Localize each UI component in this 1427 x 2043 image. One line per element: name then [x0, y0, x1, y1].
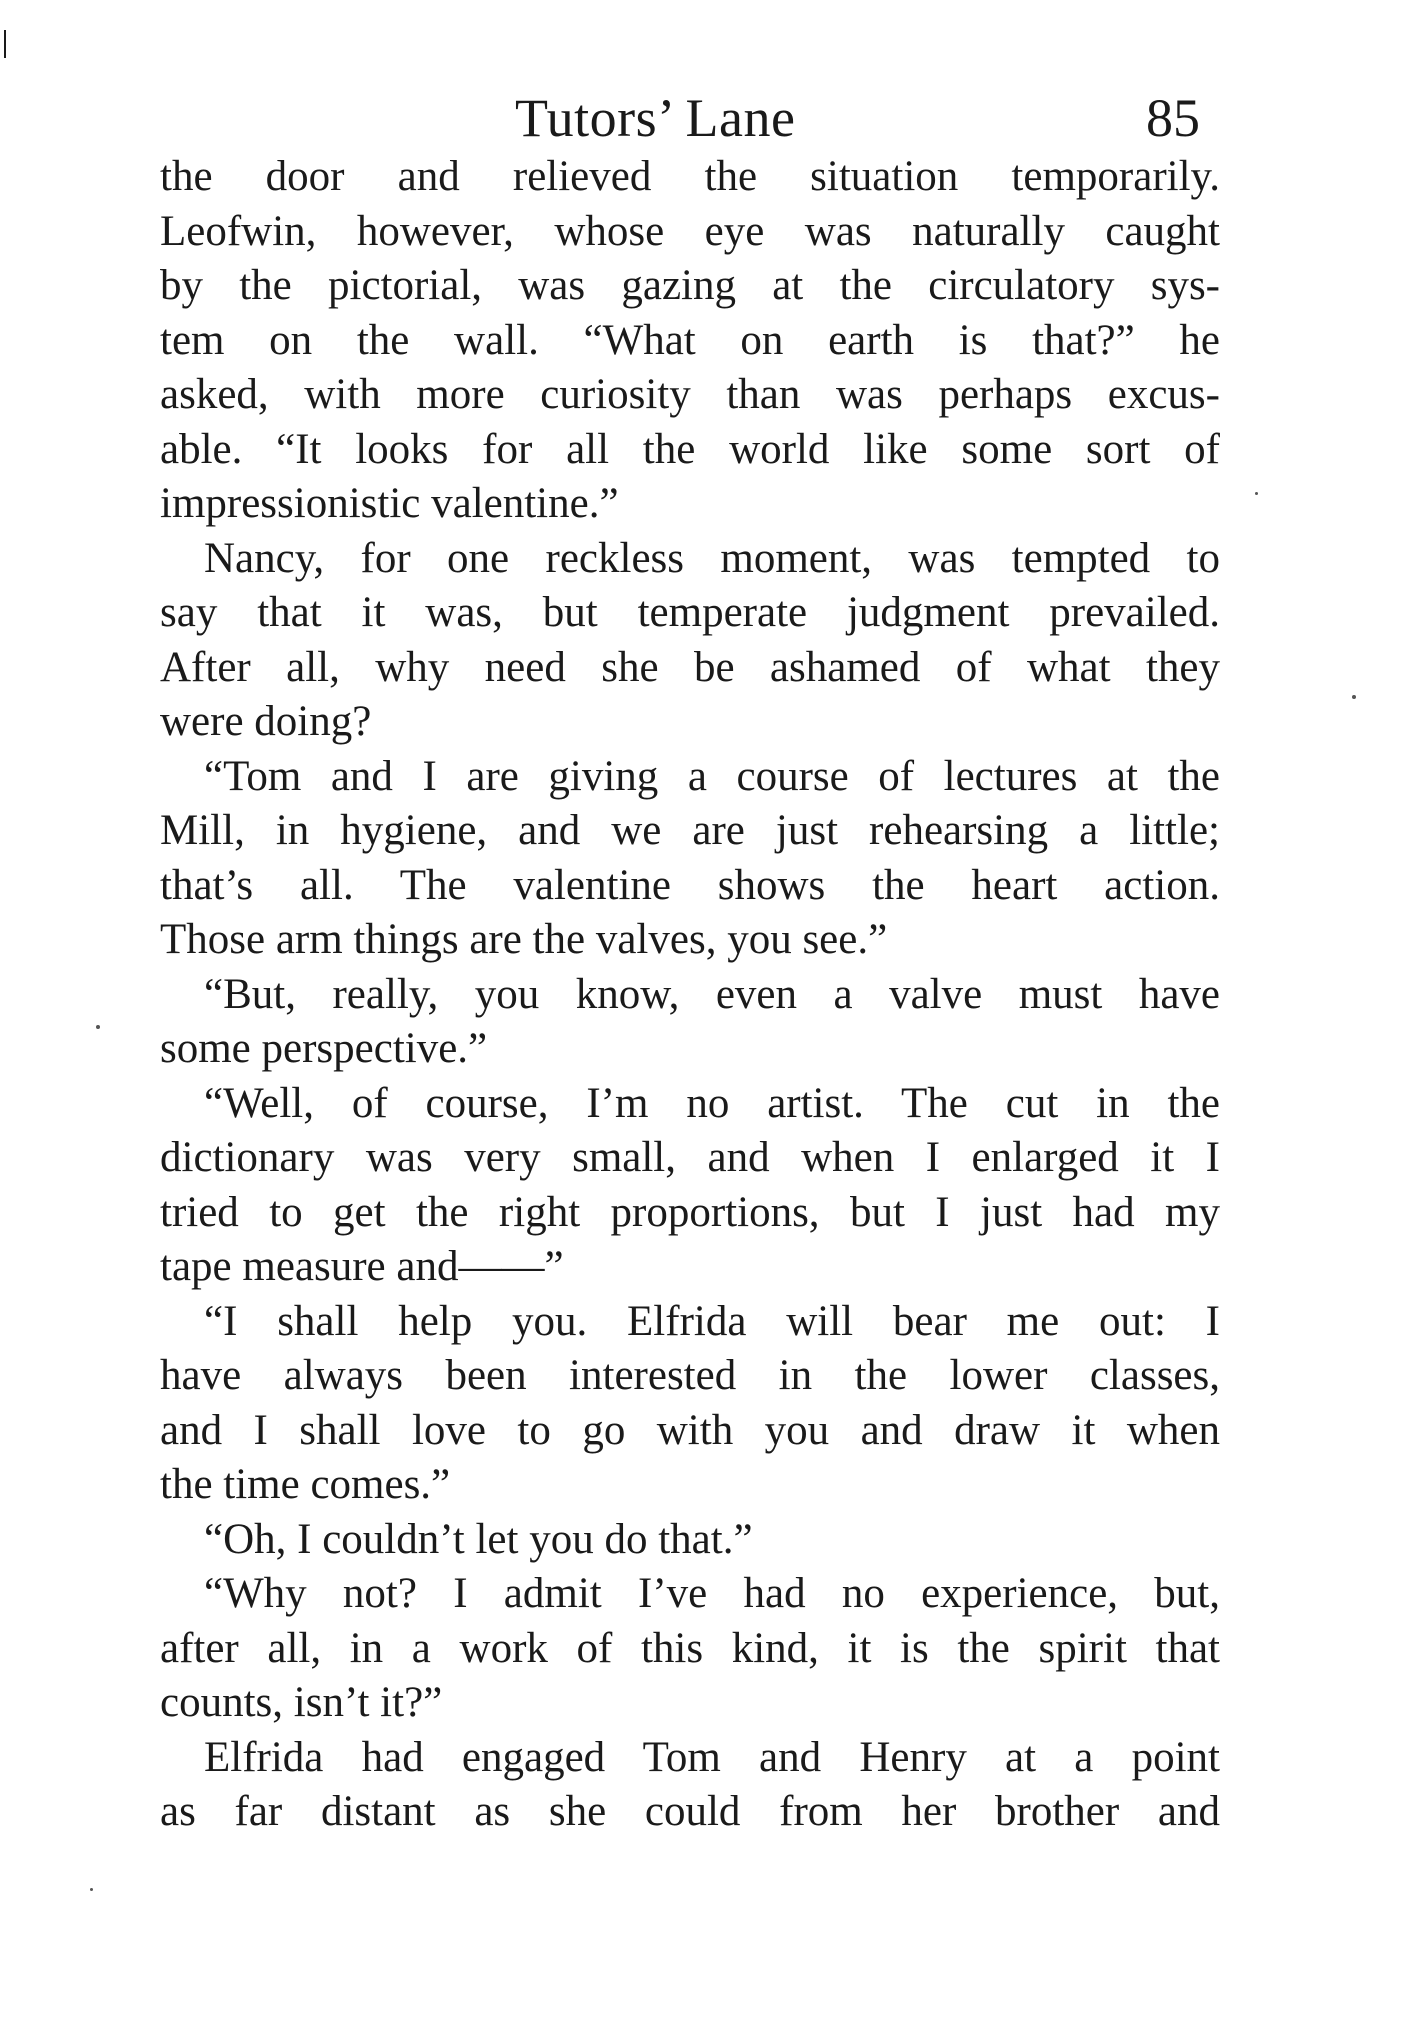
text-line: Nancy, for one reckless moment, was tempted to: [204, 534, 1220, 582]
text-line: Mill, in hygiene, and we are just rehearsing a little;: [160, 807, 1220, 854]
text-line: “Why not? I admit I’ve had no experience, but,: [204, 1570, 1220, 1617]
text-line: Elfrida had engaged Tom and Henry at a point: [204, 1733, 1220, 1781]
text-line: After all, why need she be ashamed of what they: [160, 643, 1220, 691]
scan-speck: [1352, 695, 1356, 699]
scan-speck: [96, 1025, 100, 1029]
text-line: “Well, of course, I’m no artist. The cut in the: [204, 1079, 1220, 1127]
text-line: after all, in a work of this kind, it is the spirit that: [160, 1624, 1220, 1672]
text-line: tried to get the right proportions, but I just had my: [160, 1188, 1220, 1236]
running-title: Tutors’ Lane: [515, 88, 796, 148]
scan-speck: [90, 1888, 93, 1891]
text-line: “Oh, I couldn’t let you do that.”: [204, 1515, 753, 1563]
text-line: impressionistic valentine.”: [160, 480, 619, 527]
text-line: tem on the wall. “What on earth is that?” he: [160, 316, 1220, 364]
text-line: “I shall help you. Elfrida will bear me out: I: [204, 1297, 1220, 1345]
scan-speck: [1255, 492, 1258, 495]
page-header: [160, 78, 1220, 158]
text-line: dictionary was very small, and when I enlarged it I: [160, 1134, 1220, 1181]
text-line: and I shall love to go with you and draw it when: [160, 1406, 1220, 1454]
text-line: counts, isn’t it?”: [160, 1679, 443, 1726]
text-line: Leofwin, however, whose eye was naturally caught: [160, 207, 1220, 255]
scan-edge-mark: [4, 30, 6, 58]
page-number: 85: [1146, 88, 1200, 148]
text-line: some perspective.”: [160, 1025, 488, 1072]
text-line: “But, really, you know, even a valve must have: [204, 970, 1220, 1018]
text-line: able. “It looks for all the world like some sort of: [160, 425, 1220, 473]
text-line: the time comes.”: [160, 1461, 451, 1508]
text-line: by the pictorial, was gazing at the circulatory sys-: [160, 262, 1220, 309]
text-line: have always been interested in the lower classes,: [160, 1352, 1220, 1399]
text-line: “Tom and I are giving a course of lectures at the: [204, 752, 1220, 800]
body-text: [160, 150, 1220, 1840]
text-line: tape measure and——”: [160, 1243, 564, 1290]
text-line: asked, with more curiosity than was perhaps excus-: [160, 371, 1220, 418]
text-line: the door and relieved the situation temporarily.: [160, 153, 1220, 200]
text-line: that’s all. The valentine shows the heart action.: [160, 861, 1220, 909]
text-line: were doing?: [160, 698, 372, 745]
text-line: Those arm things are the valves, you see.”: [160, 916, 888, 963]
text-line: as far distant as she could from her brother and: [160, 1788, 1220, 1835]
text-line: say that it was, but temperate judgment prevailed.: [160, 589, 1220, 636]
